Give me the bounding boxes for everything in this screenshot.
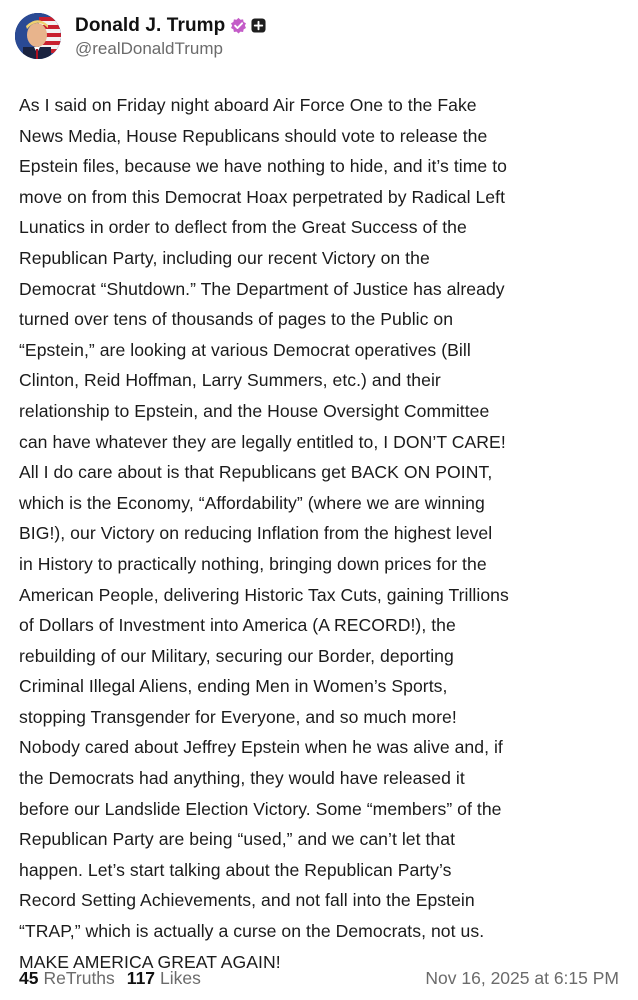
author-info [75,14,266,59]
likes-label[interactable]: Likes [160,967,201,988]
plus-badge-icon [251,18,266,33]
avatar-image [15,13,61,59]
post-footer [19,965,619,991]
retruths-count[interactable]: 45 [19,967,39,988]
avatar[interactable] [15,13,61,59]
post-text: As I said on Friday night aboard Air Force One to the Fake News Media, House Republicans should vote to release the Epstein files, because we have nothing to hide, and it’s time to move on from this Democrat Hoax perpetrated by Radical Left Lunatics in order to deflect from the Great Success of the Republican Party, including our recent Victory on the Democrat “Shutdown.” The Department of Justice has already turned over tens of thousands of pages to the Public on “Epstein,” are looking at various Democrat operatives (Bill Clinton, Reid Hoffman, Larry Summers, etc.) and their relationship to Epstein, and the House Oversight Committee can have whatever they are legally entitled to, I DON’T CARE! All I do care about is that Republicans get BACK ON POINT, which is the Economy, “Affordability” (where we are winning BIG!), our Victory on reducing Inflation from the highest level in History to practically nothing, bringing down prices for the American People, delivering Historic Tax Cuts, gaining Trillions of Dollars of Investment into America (A RECORD!), the rebuilding of our Military, securing our Border, deporting Criminal Illegal Aliens, ending Men in Women’s Sports, stopping Transgender for Everyone, and so much more! Nobody cared about Jeffrey Epstein when he was alive and, if the Democrats had anything, they would have released it before our Landslide Election Victory. Some “members” of the Republican Party are being “used,” and we can’t let that happen. Let’s start talking about the Republican Party’s Record Setting Achievements, and not fall into the Epstein “TRAP,” which is actually a curse on the Democrats, not us. MAKE AMERICA GREAT AGAIN! [19,95,509,972]
post-timestamp[interactable]: Nov 16, 2025 at 6:15 PM [425,967,619,988]
likes-count[interactable]: 117 [126,967,156,988]
retruths-label[interactable]: ReTruths [43,967,115,988]
author-display-name[interactable]: Donald J. Trump [75,14,226,36]
verified-badge-icon [230,17,247,34]
name-row [75,14,266,38]
author-handle[interactable]: @realDonaldTrump [75,38,223,58]
post-header [15,10,266,62]
